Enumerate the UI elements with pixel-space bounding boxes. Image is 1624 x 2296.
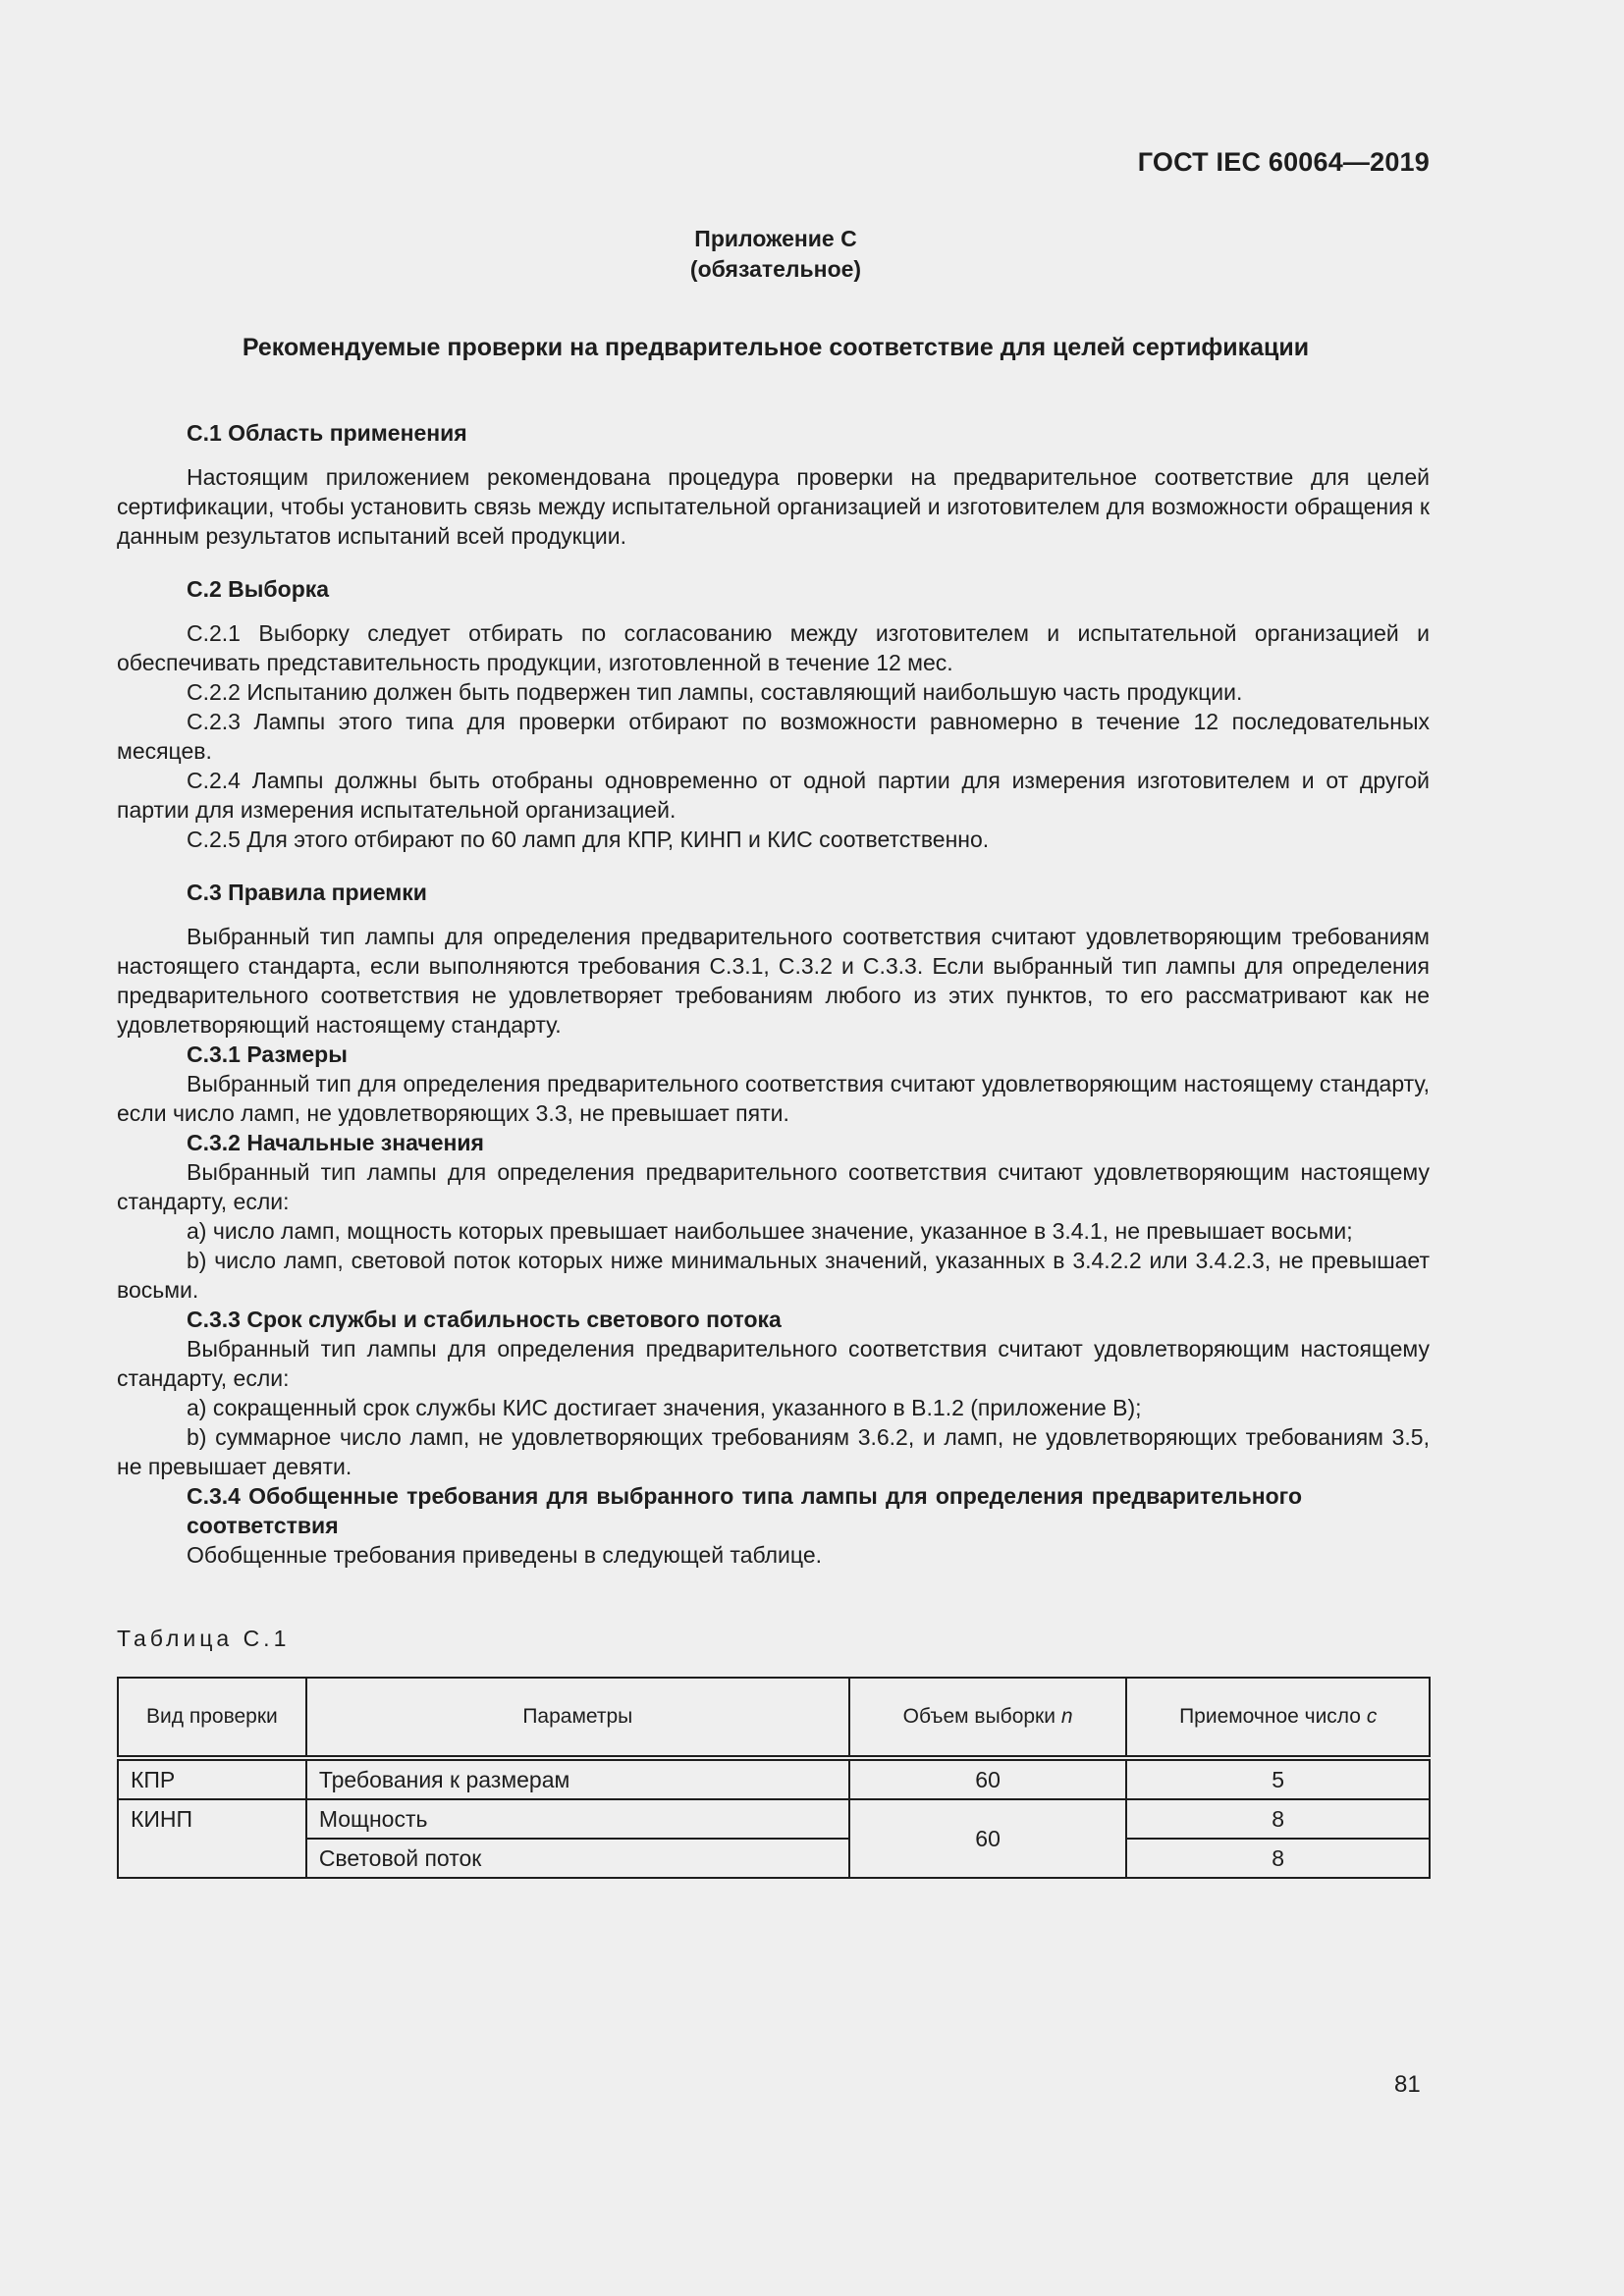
cell-check-type: КПР <box>118 1758 306 1799</box>
standard-header: ГОСТ IEC 60064—2019 <box>1137 147 1430 177</box>
section-heading: С.3 Правила приемки <box>187 880 427 905</box>
header-acceptance-number <box>1126 1678 1430 1758</box>
subsection-heading: С.3.2 Начальные значения <box>187 1130 484 1155</box>
paragraph: Выбранный тип лампы для определения предварительного соответствия считают удовлетворяющим требованиям настоящего стандарта, если выполняются требования С.3.1, С.3.2 и С.3.3. Если выбранный тип лампы для определения предварительного соответствия не удовлетворяет требованиям любого из этих пунктов, то его рассматривают как не удовлетворяющий настоящему стандарту. <box>117 924 1430 1038</box>
paragraph: Выбранный тип лампы для определения предварительного соответствия считают удовлетворяющим настоящему стандарту, если: <box>117 1159 1430 1214</box>
section-c1 <box>117 418 1430 551</box>
paragraph: С.2.1 Выборку следует отбирать по согласованию между изготовителем и испытательной организацией и обеспечивать представительность продукции, изготовленной в течение 12 мес. <box>117 620 1430 675</box>
paragraph: С.2.3 Лампы этого типа для проверки отбирают по возможности равномерно в течение 12 последовательных месяцев. <box>117 709 1430 764</box>
table-row <box>118 1839 1430 1878</box>
table-row <box>118 1799 1430 1839</box>
cell-acceptance-number: 8 <box>1126 1799 1430 1839</box>
cell-parameter: Мощность <box>306 1799 849 1839</box>
cell-sample-size: 60 <box>849 1799 1127 1878</box>
subsection-heading: С.3.1 Размеры <box>187 1041 348 1067</box>
header-check-type: Вид проверки <box>118 1678 306 1758</box>
cell-parameter: Световой поток <box>306 1839 849 1878</box>
paragraph: С.2.4 Лампы должны быть отобраны одновременно от одной партии для измерения изготовителем и от другой партии для измерения испытательной организацией. <box>117 768 1430 823</box>
header-parameters: Параметры <box>306 1678 849 1758</box>
paragraph: Выбранный тип для определения предварительного соответствия считают удовлетворяющим настоящему стандарту, если число ламп, не удовлетворяющих 3.3, не превышает пяти. <box>117 1071 1430 1126</box>
subsection-heading: С.3.4 Обобщенные требования для выбранного типа лампы для определения предварительного соответствия <box>187 1483 1302 1538</box>
paragraph: Обобщенные требования приведены в следующей таблице. <box>187 1542 822 1568</box>
page-number: 81 <box>1394 2071 1421 2098</box>
list-item: b) суммарное число ламп, не удовлетворяющих требованиям 3.6.2, и ламп, не удовлетворяющих требованиям 3.5, не превышает девяти. <box>117 1424 1430 1479</box>
appendix-heading <box>0 224 1551 285</box>
subsection-heading: С.3.3 Срок службы и стабильность светового потока <box>187 1307 782 1332</box>
section-heading: С.1 Область применения <box>187 420 467 446</box>
cell-check-type: КИНП <box>118 1799 306 1878</box>
table-header-row <box>118 1678 1430 1758</box>
section-c3 <box>117 878 1430 1570</box>
table-label: Таблица С.1 <box>117 1626 291 1651</box>
paragraph: Настоящим приложением рекомендована процедура проверки на предварительное соответствие для целей сертификации, чтобы установить связь между испытательной организацией и изготовителем для возможности обращения к данным результатов испытаний всей продукции. <box>117 464 1430 549</box>
paragraph: С.2.5 Для этого отбирают по 60 ламп для КПР, КИНП и КИС соответственно. <box>187 827 990 852</box>
paragraph: Выбранный тип лампы для определения предварительного соответствия считают удовлетворяющим настоящему стандарту, если: <box>117 1336 1430 1391</box>
paragraph: С.2.2 Испытанию должен быть подвержен тип лампы, составляющий наибольшую часть продукции. <box>187 679 1243 705</box>
list-item: a) число ламп, мощность которых превышает наибольшее значение, указанное в 3.4.1, не превышает восьми; <box>187 1218 1353 1244</box>
cell-sample-size: 60 <box>849 1758 1127 1799</box>
header-sample-size <box>849 1678 1127 1758</box>
section-c2 <box>117 574 1430 854</box>
cell-parameter: Требования к размерам <box>306 1758 849 1799</box>
list-item: a) сокращенный срок службы КИС достигает значения, указанного в В.1.2 (приложение В); <box>187 1395 1142 1420</box>
section-heading: С.2 Выборка <box>187 576 330 602</box>
list-item: b) число ламп, световой поток которых ниже минимальных значений, указанных в 3.4.2.2 или 3.4.2.3, не превышает восьми. <box>117 1248 1430 1303</box>
appendix-status: (обязательное) <box>689 256 862 282</box>
header-sample-size-var: n <box>1060 1705 1073 1728</box>
header-acceptance-text: Приемочное число <box>1179 1705 1367 1728</box>
appendix-title: Приложение С <box>694 226 857 251</box>
cell-acceptance-number: 8 <box>1126 1839 1430 1878</box>
acceptance-table <box>117 1677 1431 1879</box>
cell-acceptance-number: 5 <box>1126 1758 1430 1799</box>
document-title: Рекомендуемые проверки на предварительное соответствие для целей сертификации <box>242 334 1310 361</box>
header-acceptance-var: c <box>1366 1705 1378 1728</box>
table-row <box>118 1758 1430 1799</box>
header-sample-size-text: Объем выборки <box>902 1705 1061 1728</box>
